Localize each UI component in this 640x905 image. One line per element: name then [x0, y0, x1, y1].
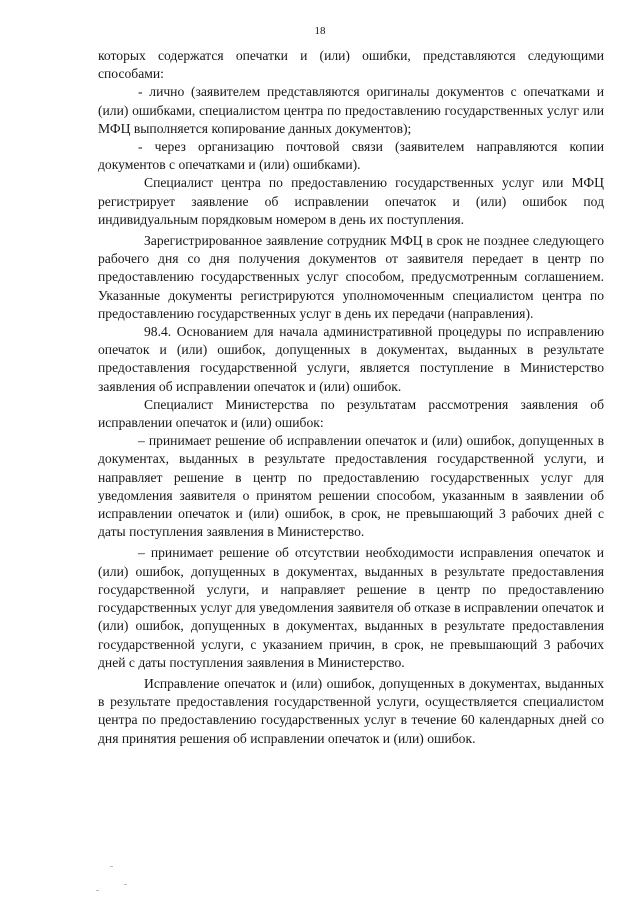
paragraph-decision-to-correct: – принимает решение об исправлении опечаток и (или) ошибок, допущенных в документах, выданных в результате предоставления государственной услуги, и направляет решение в центр по предоставлению государственных услуг для уведомления заявителя о принятом решении способом, указанным в заявлении об исправлении опечаток и (или) ошибок, в срок, не превышающий 3 рабочих дней с даты поступления заявления в Министерство.: [98, 433, 604, 540]
paragraph-98-4-grounds: 98.4. Основанием для начала административной процедуры по исправлению опечаток и (или) ошибок, допущенных в документах, выданных в результате предоставления государственной услуги, является поступление в Министерство заявления об исправлении опечаток и (или) ошибок.: [98, 324, 604, 394]
paragraph-registration: Специалист центра по предоставлению государственных услуг или МФЦ регистрирует заявление об исправлении опечаток и (или) ошибок под индивидуальным порядковым номером в день их поступления.: [98, 175, 604, 227]
paragraph-postal-method: - через организацию почтовой связи (заявителем направляются копии документов с опечатками и (или) ошибками).: [98, 139, 604, 173]
paragraph-decision-to-refuse: – принимает решение об отсутствии необходимости исправления опечаток и (или) ошибок, допущенных в документах, выданных в результате предоставления государственной услуги, и направляет решение в центр по предоставлению государственных услуг для уведомления заявителя об отказе в исправлении опечаток и (или) ошибок, допущенных в документах, выданных в результате предоставления государственной услуги, с указанием причин, в срок, не превышающий 3 рабочих дней с даты поступления заявления в Министерство.: [98, 545, 604, 670]
scan-mark: [124, 884, 127, 885]
scan-mark: [110, 866, 113, 867]
paragraph-submission-methods-intro: которых содержатся опечатки и (или) ошибки, представляются следующими способами:: [98, 48, 604, 82]
page-number: 18: [314, 25, 326, 37]
paragraph-mfc-transfer: Зарегистрированное заявление сотрудник МФЦ в срок не позднее следующего рабочего дня со дня получения документов от заявителя передает в центр по предоставлению государственных услуг способом, предусмотренным соглашением. Указанные документы регистрируются уполномоченным специалистом центра по предоставлению государственных услуг в день их передачи (направления).: [98, 233, 604, 321]
paragraph-correction-term: Исправление опечаток и (или) ошибок, допущенных в документах, выданных в результате предоставления государственной услуги, осуществляется специалистом центра по предоставлению государственных услуг в течение 60 календарных дней со дня принятия решения об исправлении опечаток и (или) ошибок.: [98, 675, 604, 746]
scan-mark: [96, 890, 99, 891]
paragraph-in-person-method: - лично (заявителем представляются оригиналы документов с опечатками и (или) ошибками, специалистом центра по предоставлению государственных услуг или МФЦ выполняется копирование данных документов);: [98, 84, 604, 136]
document-body: [98, 47, 604, 748]
paragraph-ministry-specialist: Специалист Министерства по результатам рассмотрения заявления об исправлении опечаток и (или) ошибок:: [98, 396, 604, 431]
